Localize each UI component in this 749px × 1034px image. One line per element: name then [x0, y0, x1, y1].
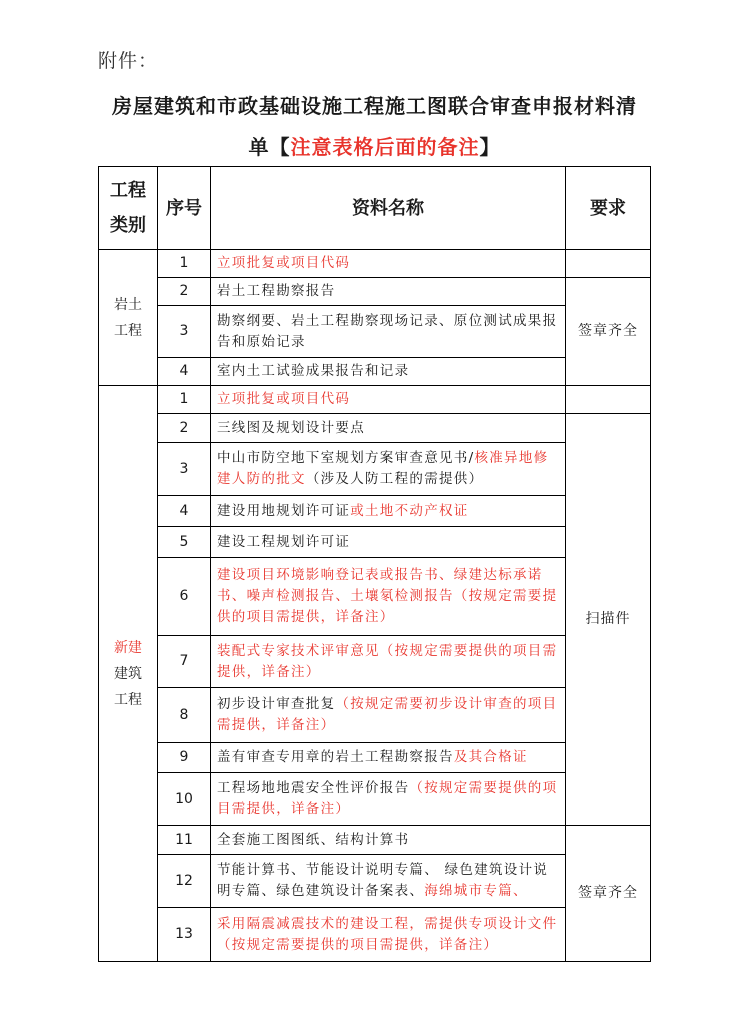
- requirement-seal: 签章齐全: [566, 278, 651, 386]
- row-name: 勘察纲要、岩土工程勘察现场记录、原位测试成果报告和原始记录: [211, 306, 566, 358]
- row-name: 建设用地规划许可证或土地不动产权证: [211, 496, 566, 527]
- table-row: [99, 414, 651, 443]
- row-requirement-empty: [566, 386, 651, 414]
- row-number: 5: [158, 527, 211, 558]
- title-prefix: 单【: [248, 135, 291, 159]
- row-name: 室内土工试验成果报告和记录: [211, 358, 566, 386]
- row-name: 中山市防空地下室规划方案审查意见书/核准异地修建人防的批文（涉及人防工程的需提供）: [211, 443, 566, 496]
- table-row: [99, 386, 651, 414]
- row-requirement-empty: [566, 250, 651, 278]
- row-number: 10: [158, 773, 211, 826]
- row-number: 2: [158, 278, 211, 306]
- row-number: 8: [158, 688, 211, 743]
- row-number: 12: [158, 855, 211, 908]
- requirement-scan: 扫描件: [566, 414, 651, 826]
- table-row: [99, 826, 651, 855]
- row-number: 7: [158, 636, 211, 688]
- row-number: 1: [158, 386, 211, 414]
- row-name: 初步设计审查批复（按规定需要初步设计审查的项目需提供，详备注）: [211, 688, 566, 743]
- header-number: 序号: [158, 167, 211, 250]
- row-number: 3: [158, 306, 211, 358]
- title-suffix: 】: [479, 135, 501, 159]
- row-name: 建设项目环境影响登记表或报告书、绿建达标承诺书、噪声检测报告、土壤氡检测报告（按规定需要提供的项目需提供，详备注）: [211, 558, 566, 636]
- row-number: 6: [158, 558, 211, 636]
- row-name: 立项批复或项目代码: [211, 250, 566, 278]
- row-name: 立项批复或项目代码: [211, 386, 566, 414]
- header-category: 工程 类别: [99, 167, 158, 250]
- row-name: 建设工程规划许可证: [211, 527, 566, 558]
- row-name: 三线图及规划设计要点: [211, 414, 566, 443]
- row-name: 岩土工程勘察报告: [211, 278, 566, 306]
- table-header-row: [99, 167, 651, 250]
- header-requirement: 要求: [566, 167, 651, 250]
- page-title: 房屋建筑和市政基础设施工程施工图联合审查申报材料清: [112, 94, 637, 118]
- row-number: 4: [158, 358, 211, 386]
- header-name: 资料名称: [211, 167, 566, 250]
- category-geotech: 岩土 工程: [99, 250, 158, 386]
- category-newbuild: 新建 建筑 工程: [99, 386, 158, 962]
- row-number: 1: [158, 250, 211, 278]
- row-name: 工程场地地震安全性评价报告（按规定需要提供的项目需提供，详备注）: [211, 773, 566, 826]
- table-row: [99, 278, 651, 306]
- table-row: [99, 250, 651, 278]
- row-number: 2: [158, 414, 211, 443]
- row-number: 9: [158, 743, 211, 773]
- row-number: 13: [158, 908, 211, 962]
- row-name: 节能计算书、节能设计说明专篇、 绿色建筑设计说明专篇、绿色建筑设计备案表、海绵城市专篇、: [211, 855, 566, 908]
- row-name: 盖有审查专用章的岩土工程勘察报告及其合格证: [211, 743, 566, 773]
- title-note: 注意表格后面的备注: [290, 135, 480, 159]
- materials-table: [98, 166, 650, 962]
- row-number: 11: [158, 826, 211, 855]
- row-number: 3: [158, 443, 211, 496]
- attachment-label: 附件：: [98, 50, 159, 72]
- row-name: 全套施工图图纸、结构计算书: [211, 826, 566, 855]
- row-number: 4: [158, 496, 211, 527]
- row-name: 装配式专家技术评审意见（按规定需要提供的项目需提供，详备注）: [211, 636, 566, 688]
- row-name: 采用隔震减震技术的建设工程，需提供专项设计文件（按规定需要提供的项目需提供，详备注）: [211, 908, 566, 962]
- page-title-line2: [100, 131, 649, 160]
- requirement-seal: 签章齐全: [566, 826, 651, 962]
